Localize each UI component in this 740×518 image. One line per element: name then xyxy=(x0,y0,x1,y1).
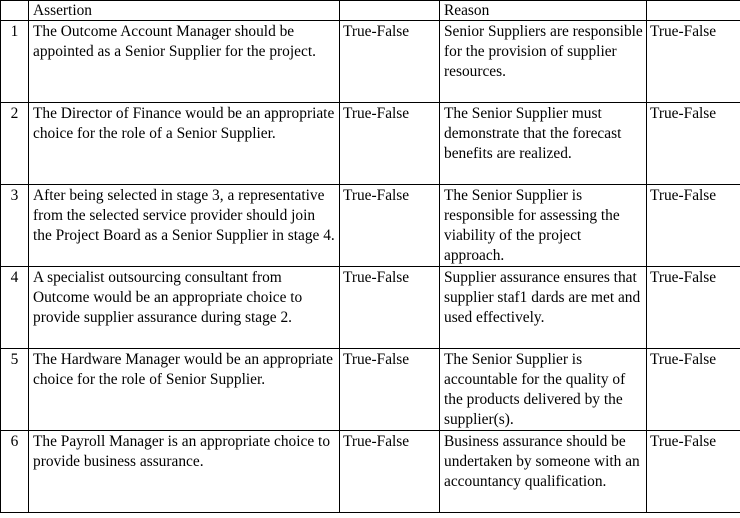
assertion-true-false[interactable]: True-False xyxy=(340,349,440,431)
row-number: 2 xyxy=(1,103,29,185)
table-row xyxy=(1,267,740,349)
row-number: 6 xyxy=(1,431,29,513)
reason-text: The Senior Supplier must demonstrate that the forecast benefits are realized. xyxy=(440,103,647,185)
assertion-text: The Hardware Manager would be an appropriate choice for the role of Senior Supplier. xyxy=(29,349,340,431)
reason-true-false[interactable]: True-False xyxy=(647,267,740,349)
row-number: 3 xyxy=(1,185,29,267)
header-reason: Reason xyxy=(440,1,647,21)
assertion-true-false[interactable]: True-False xyxy=(340,103,440,185)
row-number: 5 xyxy=(1,349,29,431)
assertion-text: A specialist outsourcing consultant from Outcome would be an appropriate choice to provide supplier assurance during stage 2. xyxy=(29,267,340,349)
reason-text: Senior Suppliers are responsible for the provision of supplier resources. xyxy=(440,21,647,103)
row-number: 4 xyxy=(1,267,29,349)
table-row xyxy=(1,21,740,103)
assertion-text: The Director of Finance would be an appropriate choice for the role of a Senior Supplier. xyxy=(29,103,340,185)
header-assertion: Assertion xyxy=(29,1,340,21)
header-row xyxy=(1,1,740,21)
reason-true-false[interactable]: True-False xyxy=(647,103,740,185)
assertion-true-false[interactable]: True-False xyxy=(340,431,440,513)
assertion-text: After being selected in stage 3, a representative from the selected service provider should join the Project Board as a Senior Supplier in stage 4. xyxy=(29,185,340,267)
table-row xyxy=(1,103,740,185)
assertion-text: The Payroll Manager is an appropriate choice to provide business assurance. xyxy=(29,431,340,513)
reason-text: The Senior Supplier is responsible for assessing the viability of the project approach. xyxy=(440,185,647,267)
reason-text: Business assurance should be undertaken by someone with an accountancy qualification. xyxy=(440,431,647,513)
reason-text: The Senior Supplier is accountable for the quality of the products delivered by the supplier(s). xyxy=(440,349,647,431)
table-row xyxy=(1,185,740,267)
reason-true-false[interactable]: True-False xyxy=(647,431,740,513)
assertion-true-false[interactable]: True-False xyxy=(340,21,440,103)
header-number xyxy=(1,1,29,21)
header-assertion-choice xyxy=(340,1,440,21)
row-number: 1 xyxy=(1,21,29,103)
header-reason-choice xyxy=(647,1,740,21)
table-row xyxy=(1,349,740,431)
reason-true-false[interactable]: True-False xyxy=(647,21,740,103)
assertion-text: The Outcome Account Manager should be appointed as a Senior Supplier for the project. xyxy=(29,21,340,103)
assertion-true-false[interactable]: True-False xyxy=(340,185,440,267)
reason-text: Supplier assurance ensures that supplier staf1 dards are met and used effectively. xyxy=(440,267,647,349)
reason-true-false[interactable]: True-False xyxy=(647,349,740,431)
table-row xyxy=(1,431,740,513)
assertion-true-false[interactable]: True-False xyxy=(340,267,440,349)
reason-true-false[interactable]: True-False xyxy=(647,185,740,267)
